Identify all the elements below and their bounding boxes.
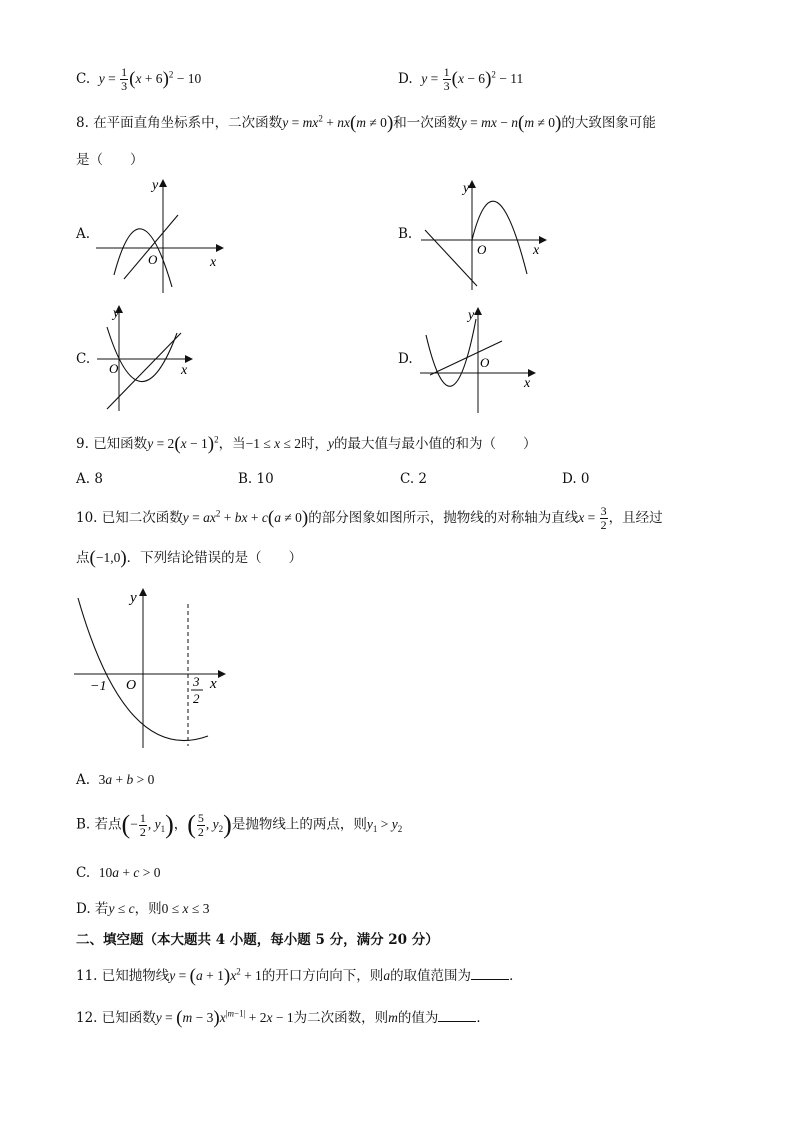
q8-option-b-label: B. <box>398 226 413 242</box>
q10-option-b: B. 若点(− $\frac{1}{2}$ , $y_1$)，( $\frac{5}{2}$ , $y_2$)是抛物线上的两点，则$y_1 > y_2$ <box>76 810 403 839</box>
q8-graph-a <box>90 175 230 295</box>
q10-stem: 10. 已知二次函数$y = ax^2$ + bx + c(a ≠ 0)的部分图象如图所示，抛物线的对称轴为直线x = $\frac{3}{2}$ ，且经过 <box>76 504 663 532</box>
q9-stem: 9. 已知函数$y = 2(x - 1)^2$，当−1 ≤ x ≤ 2时，y的最大值与最小值的和为（ ） <box>76 433 537 455</box>
svg-text:O: O <box>480 355 490 370</box>
question-number: 10. <box>76 510 98 526</box>
origin-label: O <box>126 678 137 693</box>
question-number: 11. <box>76 968 98 984</box>
svg-text:O: O <box>109 361 119 376</box>
question-number: 8. <box>76 115 89 131</box>
q9-option-c: C. 2 <box>400 471 428 487</box>
q8-stem-line2: 是（ ） <box>76 152 144 168</box>
x-axis-label: x <box>210 676 217 692</box>
neg-one-label: −1 <box>90 679 107 694</box>
q8-option-d-label: D. <box>398 351 413 367</box>
answer-blank[interactable] <box>471 967 509 980</box>
option-label: C. <box>76 71 91 87</box>
svg-text:x: x <box>181 363 188 378</box>
svg-text:2: 2 <box>193 691 200 706</box>
q8-stem: 8. 在平面直角坐标系中，二次函数$y = mx^2 + nx(m \ne 0)$和一次函数y = mx − n(m ≠ 0)的大致图象可能 <box>76 112 656 134</box>
q10-option-d: D. 若y ≤ c，则0 ≤ x ≤ 3 <box>76 901 210 917</box>
svg-text:y: y <box>152 178 159 193</box>
q9-option-d: D. 0 <box>562 471 590 487</box>
q10-option-a: A. 3a + b > 0 <box>76 772 155 788</box>
svg-text:x: x <box>524 376 531 391</box>
y-axis-label: y <box>130 590 137 606</box>
q10-stem-line2: 点(−1,0)．下列结论错误的是（ ） <box>76 547 303 569</box>
q8-option-a-label: A. <box>76 226 91 242</box>
option-label: D. <box>398 71 413 87</box>
q11-stem: 11. 已知抛物线$y = (a + 1)x^2 + 1$的开口方向向下，则a的取值范围为 ． <box>76 965 523 987</box>
q8-graph-d <box>416 305 536 415</box>
svg-text:x: x <box>210 255 217 270</box>
q7-option-c: C. y = $\frac{1}{3}$ $(x + 6)^2 - 10$ <box>76 65 202 93</box>
svg-text:y: y <box>468 308 475 323</box>
svg-text:3: 3 <box>193 674 200 689</box>
svg-text:x: x <box>533 243 540 258</box>
q10-graph <box>72 586 232 756</box>
svg-text:y: y <box>113 306 120 321</box>
q8-graph-c <box>95 303 195 415</box>
section-title: 二、填空题（本大题共 4 小题，每小题 5 分，满分 20 分） <box>76 932 439 948</box>
q8-graph-b <box>415 178 550 293</box>
q9-option-b: B. 10 <box>238 471 274 487</box>
q10-option-c: C. 10a + c > 0 <box>76 865 161 881</box>
question-number: 12. <box>76 1010 98 1026</box>
answer-blank[interactable] <box>438 1009 476 1022</box>
svg-text:y: y <box>463 181 470 196</box>
svg-text:O: O <box>148 252 158 267</box>
q9-option-a: A. 8 <box>76 471 103 487</box>
q7-option-d: D. y = $\frac{1}{3}$ $(x - 6)^2 - 11$ <box>398 65 524 93</box>
q8-option-c-label: C. <box>76 351 91 367</box>
q12-stem: 12. 已知函数$y = (m - 3)x^{|m-1|} + 2x - 1$为二次函数，则m的值为 ． <box>76 1007 490 1029</box>
svg-text:O: O <box>477 242 487 257</box>
question-number: 9. <box>76 436 89 452</box>
